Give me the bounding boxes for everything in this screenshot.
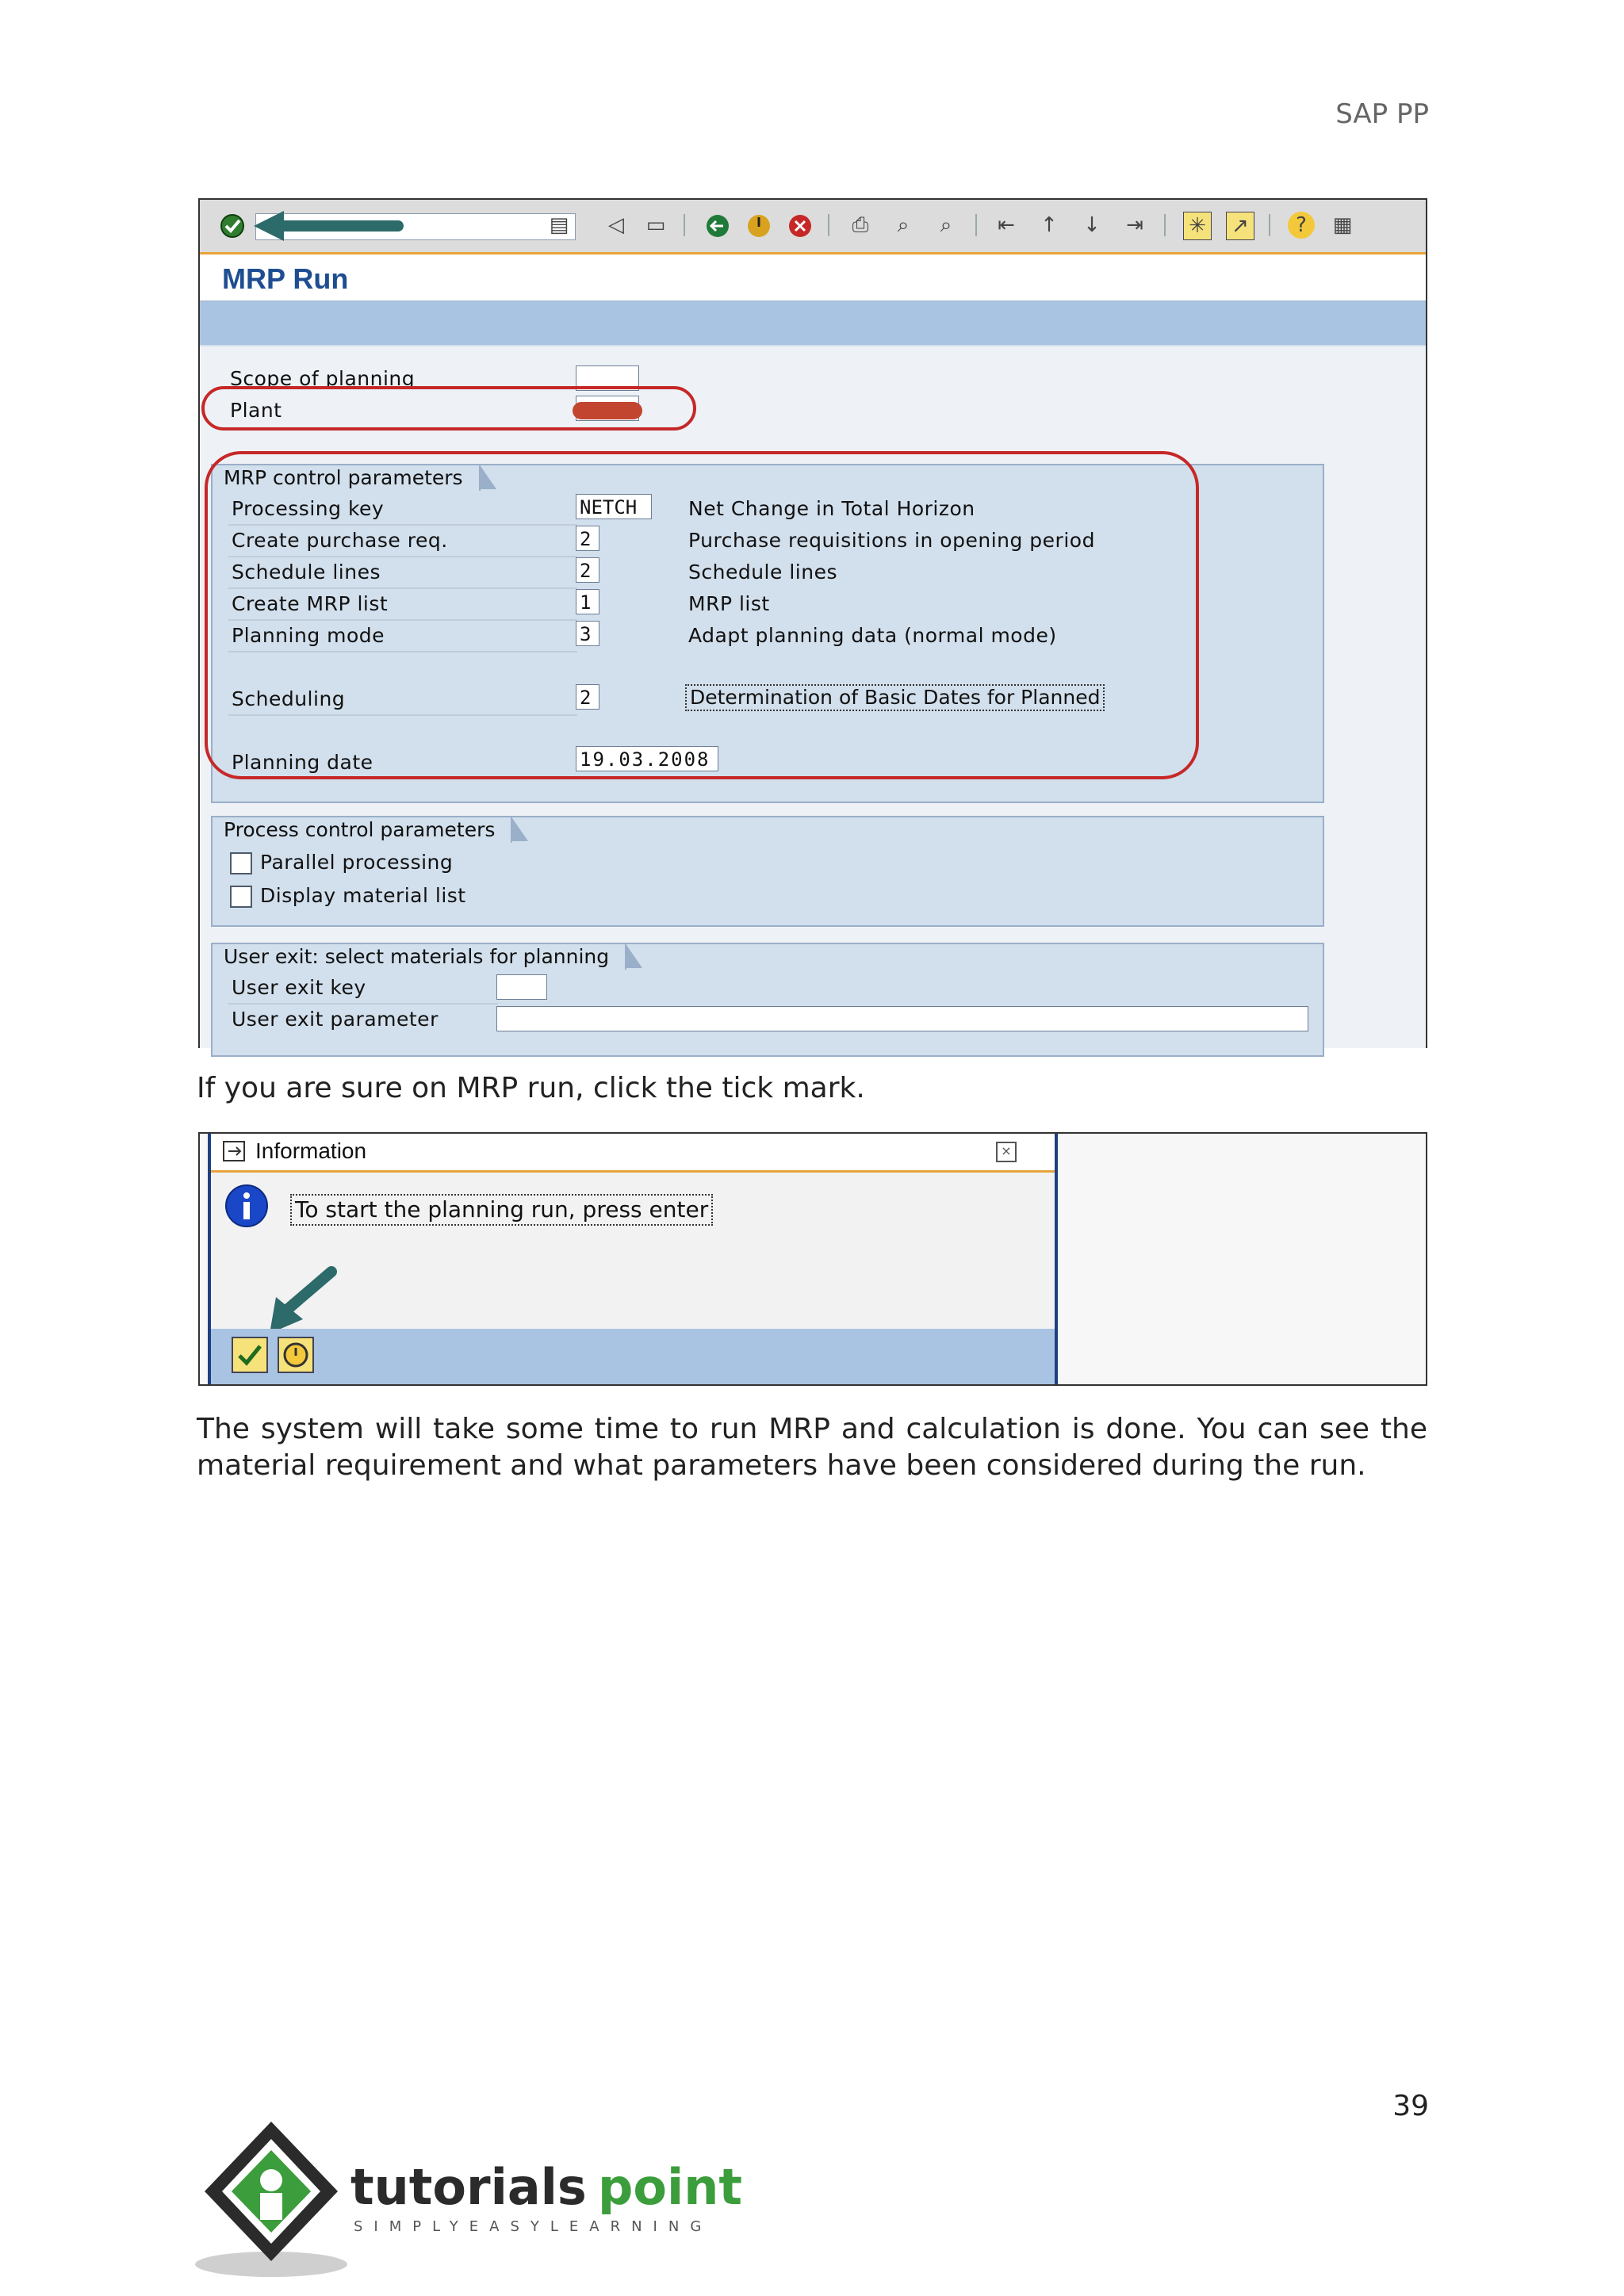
user-exit-parameter-input[interactable]: [496, 1006, 1308, 1031]
process-control-parameters-title: Process control parameters: [213, 816, 512, 843]
information-dialog: [208, 1134, 1058, 1384]
sap-title-bar: [200, 254, 1426, 302]
back-icon[interactable]: [704, 212, 733, 239]
schedule-lines-input[interactable]: 2: [576, 557, 599, 583]
cancel-icon: [279, 1338, 312, 1372]
process-control-parameters-group: [211, 816, 1324, 927]
print-icon[interactable]: ⎙: [852, 213, 869, 237]
mrp-parameters-highlight-oval: [205, 451, 1199, 779]
dialog-title: Information: [255, 1138, 367, 1163]
last-page-icon[interactable]: ⇥: [1126, 213, 1143, 237]
user-exit-parameter-label: User exit parameter: [232, 1008, 439, 1031]
user-exit-key-label: User exit key: [232, 976, 366, 999]
instruction-paragraph: If you are sure on MRP run, click the tick mark.: [197, 1072, 865, 1104]
annotation-arrow-icon: [247, 208, 406, 244]
user-exit-group: [211, 943, 1324, 1057]
first-page-icon[interactable]: ⇤: [998, 213, 1015, 237]
display-material-list-label: Display material list: [260, 884, 466, 907]
scope-of-planning-label: Scope of planning: [230, 367, 416, 390]
dialog-title-bar: [211, 1134, 1055, 1173]
planning-mode-description: Adapt planning data (normal mode): [688, 624, 1057, 647]
find-icon[interactable]: ⌕: [897, 213, 910, 237]
planning-mode-label: Planning mode: [232, 624, 385, 647]
processing-key-description: Net Change in Total Horizon: [688, 497, 975, 520]
svg-text:SIMPLYEASYLEARNING: SIMPLYEASYLEARNING: [354, 2218, 713, 2235]
scheduling-description: Determination of Basic Dates for Planned: [685, 684, 1105, 711]
svg-text:tutorials: tutorials: [350, 2158, 587, 2216]
help-icon[interactable]: ?: [1288, 212, 1315, 239]
display-material-list-checkbox[interactable]: [230, 886, 252, 908]
create-purchase-req-description: Purchase requisitions in opening period: [688, 529, 1095, 552]
scheduling-input[interactable]: 2: [576, 684, 599, 710]
schedule-lines-description: Schedule lines: [688, 561, 837, 584]
save-icon[interactable]: ▭: [645, 213, 666, 237]
close-icon[interactable]: ×: [996, 1142, 1017, 1162]
exit-icon[interactable]: [745, 212, 774, 239]
enter-checkmark-icon[interactable]: [219, 212, 247, 239]
scheduling-label: Scheduling: [232, 687, 346, 710]
dialog-window-icon: [222, 1140, 247, 1164]
back-triangle-icon[interactable]: ◁: [608, 213, 624, 237]
page-number: 39: [1392, 2090, 1429, 2122]
sap-mrp-run-screenshot: [198, 198, 1427, 1048]
svg-text:point: point: [598, 2158, 743, 2216]
cancel-icon[interactable]: [787, 212, 815, 239]
tutorialspoint-logo: [195, 2115, 743, 2282]
application-toolbar: [200, 302, 1426, 345]
create-mrp-list-label: Create MRP list: [232, 592, 389, 615]
document-header: SAP PP: [1335, 98, 1429, 130]
information-dialog-screenshot: [198, 1132, 1427, 1386]
planning-date-label: Planning date: [232, 751, 373, 774]
create-purchase-req-input[interactable]: 2: [576, 526, 599, 551]
find-next-icon[interactable]: ⌕: [940, 213, 952, 237]
page-title: MRP Run: [222, 262, 349, 295]
result-paragraph: The system will take some time to run MRP and calculation is done. You can see the material requirement and what parameters have been considered during the run.: [197, 1413, 1427, 1482]
parallel-processing-checkbox[interactable]: [230, 852, 252, 874]
cancel-button[interactable]: [278, 1337, 314, 1373]
info-icon: [224, 1183, 270, 1229]
create-mrp-list-description: MRP list: [688, 592, 770, 615]
dialog-button-bar: [211, 1329, 1055, 1384]
planning-date-input[interactable]: 19.03.2008: [576, 746, 718, 771]
processing-key-input[interactable]: NETCH: [576, 494, 652, 519]
sap-toolbar: [200, 200, 1426, 254]
dialog-message: To start the planning run, press enter: [290, 1194, 713, 1226]
processing-key-label: Processing key: [232, 497, 385, 520]
dropdown-icon[interactable]: ▤: [549, 213, 569, 237]
tutorialspoint-logo-icon: [195, 2115, 743, 2282]
create-mrp-list-input[interactable]: 1: [576, 589, 599, 614]
checkmark-icon: [233, 1338, 266, 1372]
user-exit-title: User exit: select materials for planning: [213, 943, 626, 970]
create-purchase-req-label: Create purchase req.: [232, 529, 448, 552]
parallel-processing-label: Parallel processing: [260, 851, 454, 874]
next-page-icon[interactable]: ↓: [1083, 213, 1101, 237]
schedule-lines-label: Schedule lines: [232, 561, 381, 584]
plant-highlight-oval: [201, 386, 696, 430]
selection-screen: [200, 346, 1426, 1048]
layout-menu-icon[interactable]: ▦: [1332, 213, 1353, 237]
plant-label: Plant: [230, 399, 282, 422]
new-session-icon[interactable]: ✳: [1183, 212, 1212, 240]
shortcut-icon[interactable]: ↗: [1226, 212, 1254, 240]
user-exit-key-input[interactable]: [496, 974, 547, 1000]
planning-mode-input[interactable]: 3: [576, 621, 599, 646]
mrp-control-parameters-title: MRP control parameters: [213, 464, 481, 491]
previous-page-icon[interactable]: ↑: [1040, 213, 1058, 237]
confirm-button[interactable]: [232, 1337, 268, 1373]
